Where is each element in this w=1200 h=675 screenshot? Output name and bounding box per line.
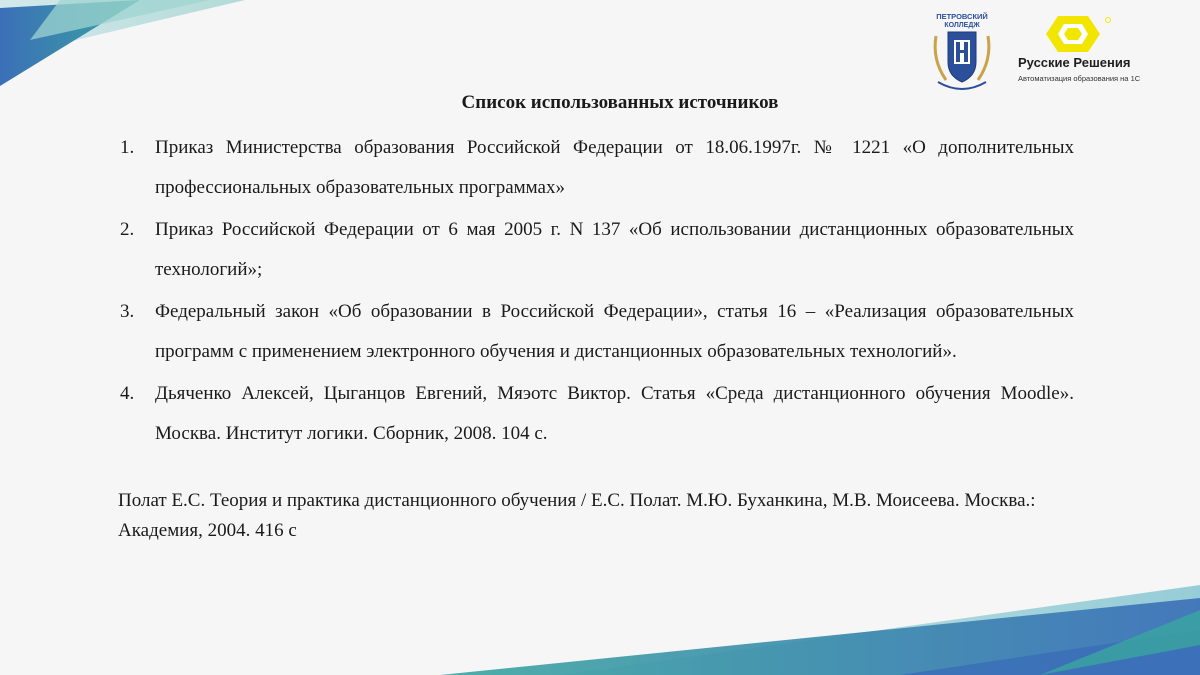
extra-source: Полат Е.С. Теория и практика дистанционного обучения / Е.С. Полат. М.Ю. Буханкина, М.В. Моисеева. Москва.: Академия, 2004. 416 с	[118, 490, 1036, 541]
svg-text:КОЛЛЕДЖ: КОЛЛЕДЖ	[944, 22, 980, 29]
list-item-number: 3.	[120, 301, 135, 322]
list-item	[118, 374, 1074, 454]
list-item-text: Приказ Российской Федерации от 6 мая 2005 г. N 137 «Об использовании дистанционных образовательных технологий»;	[155, 219, 1074, 280]
top-left-stripe-teal	[30, 0, 210, 40]
list-item	[118, 210, 1074, 290]
sources-list	[118, 128, 1074, 456]
partner-name: Русские Решения	[1018, 55, 1131, 70]
russkie-resheniya-hexagon-icon	[1044, 14, 1116, 54]
petrovsky-college-crest-icon	[924, 10, 1000, 96]
svg-text:ПЕТРОВСКИЙ: ПЕТРОВСКИЙ	[936, 12, 988, 21]
list-item-number: 2.	[120, 219, 135, 240]
list-item-text: Приказ Министерства образования Российской Федерации от 18.06.1997г. № 1221 «О дополнительных профессиональных образовательных программах»	[155, 137, 1074, 198]
partner-tagline: Автоматизация образования на 1С	[1018, 74, 1141, 83]
list-item-number: 4.	[120, 383, 135, 404]
list-item-text: Федеральный закон «Об образовании в Российской Федерации», статья 16 – «Реализация образовательных программ с применением электронного обучения и дистанционных образовательных технологий».	[155, 301, 1074, 362]
slide-title: Список использованных источников	[461, 92, 779, 113]
list-item	[118, 292, 1074, 372]
college-logo	[924, 10, 1000, 96]
list-item	[118, 128, 1074, 208]
list-item-text: Дьяченко Алексей, Цыганцов Евгений, Мяэотс Виктор. Статья «Среда дистанционного обучения Moodle». Москва. Институт логики. Сборник, 2008. 104 с.	[155, 383, 1074, 444]
partner-logo	[1018, 14, 1148, 86]
list-item-number: 1.	[120, 137, 135, 158]
